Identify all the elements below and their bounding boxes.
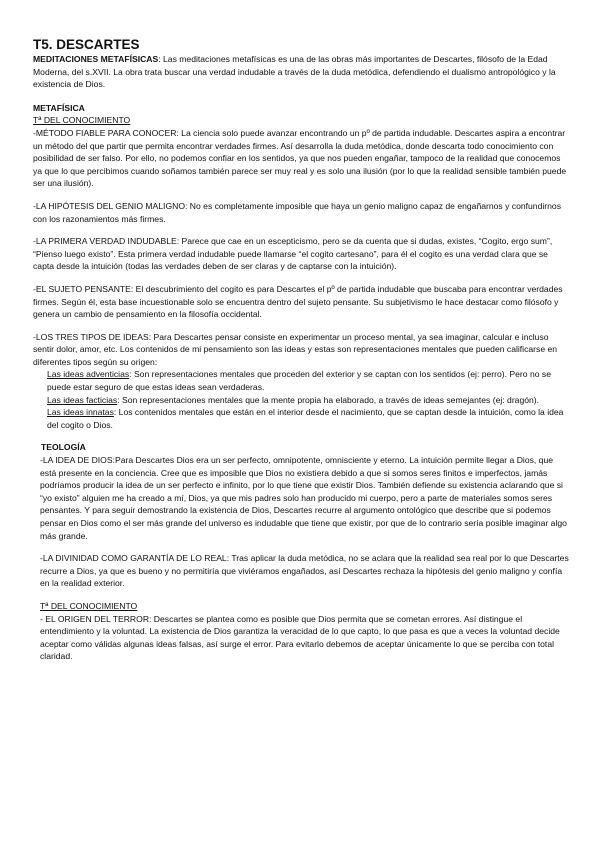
intro-paragraph	[33, 53, 570, 91]
idea-text: : Los contenidos mentales que están en el interior desde el nacimiento, que se captan desde la intuición, como la idea del cogito o Dios.	[47, 407, 564, 430]
paragraph-idea-dios: -LA IDEA DE DIOS:Para Descartes Dios era un ser perfecto, omnipotente, omnisciente y eterno. La intuición permite llegar a Dios, que está presente en la conciencia. Cree que es imposible que Dios no existiera debido a que si somos seres finitos e imperfectos, jamás podríamos producir la idea de un ser perfecto e infinito, por lo que tiene que existir Dios. También defiende su existencia aclarando que si “yo existo” alguien me ha creado a mí, Dios, ya que mis padres solo han producido mi cuerpo, pero a parte de materiales somos seres pensantes. Y para seguir demostrando la existencia de Dios, Descartes recurre al argumento ontológico que describe que si podemos pensar en Dios como el ser más grande del universo es indudable que tiene que existir, por que de lo contrario sería posible imaginar algo más grande.	[40, 455, 567, 541]
idea-innatas	[33, 406, 570, 431]
idea-facticias	[33, 394, 570, 407]
idea-text: : Son representaciones mentales que proceden del exterior y se captan con los sentidos (ej: perro). Pero no se puede estar seguro de que estas ideas sean verdaderas.	[47, 369, 551, 393]
idea-label: Las ideas adventicias	[47, 369, 130, 380]
paragraph-tipos-ideas: -LOS TRES TIPOS DE IDEAS: Para Descartes pensar consiste en experimentar un proceso mental, ya sea imaginar, calcular e incluso sentir dolor, amor, etc. Los contenidos de mi pensamiento son las ideas y estas son representaciones mentales que pueden calificarse en diferentes tipos según su origen:	[33, 331, 558, 367]
paragraph-origen-error: - EL ORIGEN DEL TERROR: Descartes se plantea como es posible que Dios permita que se cometan errores. Así distingue el entendimiento y la voluntad. La existencia de Dios garantiza la veracidad de lo que capto, lo que pasa es que a veces la voluntad decide aceptar como válidas algunas ideas falsas, así surge el error. Para evitarlo debemos de aceptar únicamente lo que se perciba con total claridad.	[40, 613, 560, 662]
section-heading-teologia: TEOLOGÍA	[41, 442, 86, 453]
document-content	[33, 36, 570, 663]
paragraph-metodo: -MÉTODO FIABLE PARA CONOCER: La ciencia solo puede avanzar encontrando un pº de partida indudable. Descartes aspira a encontrar un método del que partir que permita encontrar verdades firmes. Así desarrolla la duda metódica, donde descarta todo conocimiento con posibilidad de ser falso. Por ello, no podemos confiar en los sentidos, ya que nos pueden engañar, tampoco de la realidad que conocemos ya que lo que percibimos cuando soñamos también parece ser muy real y es solo una ilusión (por lo que la realidad sensible también puede ser una ilusión).	[33, 127, 567, 189]
idea-text: : Son representaciones mentales que la mente propia ha elaborado, a través de ideas semejantes (ej: dragón).	[117, 394, 540, 405]
intro-label: MEDITACIONES METAFÍSICAS	[33, 54, 159, 64]
section-heading-metafisica: METAFÍSICA	[33, 102, 85, 113]
document-title: T5. DESCARTES	[33, 37, 140, 52]
idea-label: Las ideas innatas	[47, 407, 114, 418]
idea-adventicias	[33, 368, 570, 393]
paragraph-genio-maligno: -LA HIPÓTESIS DEL GENIO MALIGNO: No es completamente imposible que haya un genio maligno capaz de engañarnos y confundirnos con los razonamientos más firmes.	[33, 200, 561, 224]
subheading-conocimiento: Tª DEL CONOCIMIENTO	[33, 115, 131, 126]
intro-text: : Las meditaciones metafísicas es una de las obras más importantes de Descartes, filósofo de la Edad Moderna, del s.XVII. La obra trata buscar una verdad indudable a través de la duda metódica, defendiendo el dualismo antropológico y la existencia de Dios.	[33, 54, 556, 90]
paragraph-divinidad: -LA DIVINIDAD COMO GARANTÍA DE LO REAL: Tras aplicar la duda metódica, no se aclara que la realidad sea real por lo que Descartes recurre a Dios, ya que es bueno y no permitiría que viviéramos engañados, así Descartes rechaza la hipótesis del genio maligno y confía en la realidad exterior.	[40, 553, 569, 589]
subheading-conocimiento-2: Tª DEL CONOCIMIENTO	[40, 600, 138, 611]
paragraph-sujeto-pensante: -EL SUJETO PENSANTE: El descubrimiento del cogito es para Descartes el pº de partida indudable que buscaba para encontrar verdades firmes. Según él, esta base incuestionable solo se encuentra dentro del sujeto pensante. Su subjetivismo le hace destacar como filósofo y genera un cambio de pensamiento en la filosofía occidental.	[33, 283, 563, 320]
idea-label: Las ideas facticias	[47, 394, 118, 405]
paragraph-primera-verdad: -LA PRIMERA VERDAD INDUDABLE: Parece que cae en un escepticismo, pero se da cuenta que si dudas, existes, “Cogito, ergo sum”, “Pienso luego existo”. Esta primera verdad indudable puede llamarse “el cogito cartesano”, para él el cogito es una verdad clara que se capta desde la intuición (todas las verdades deben de ser claras y de captarse con la intuición).	[33, 236, 553, 272]
